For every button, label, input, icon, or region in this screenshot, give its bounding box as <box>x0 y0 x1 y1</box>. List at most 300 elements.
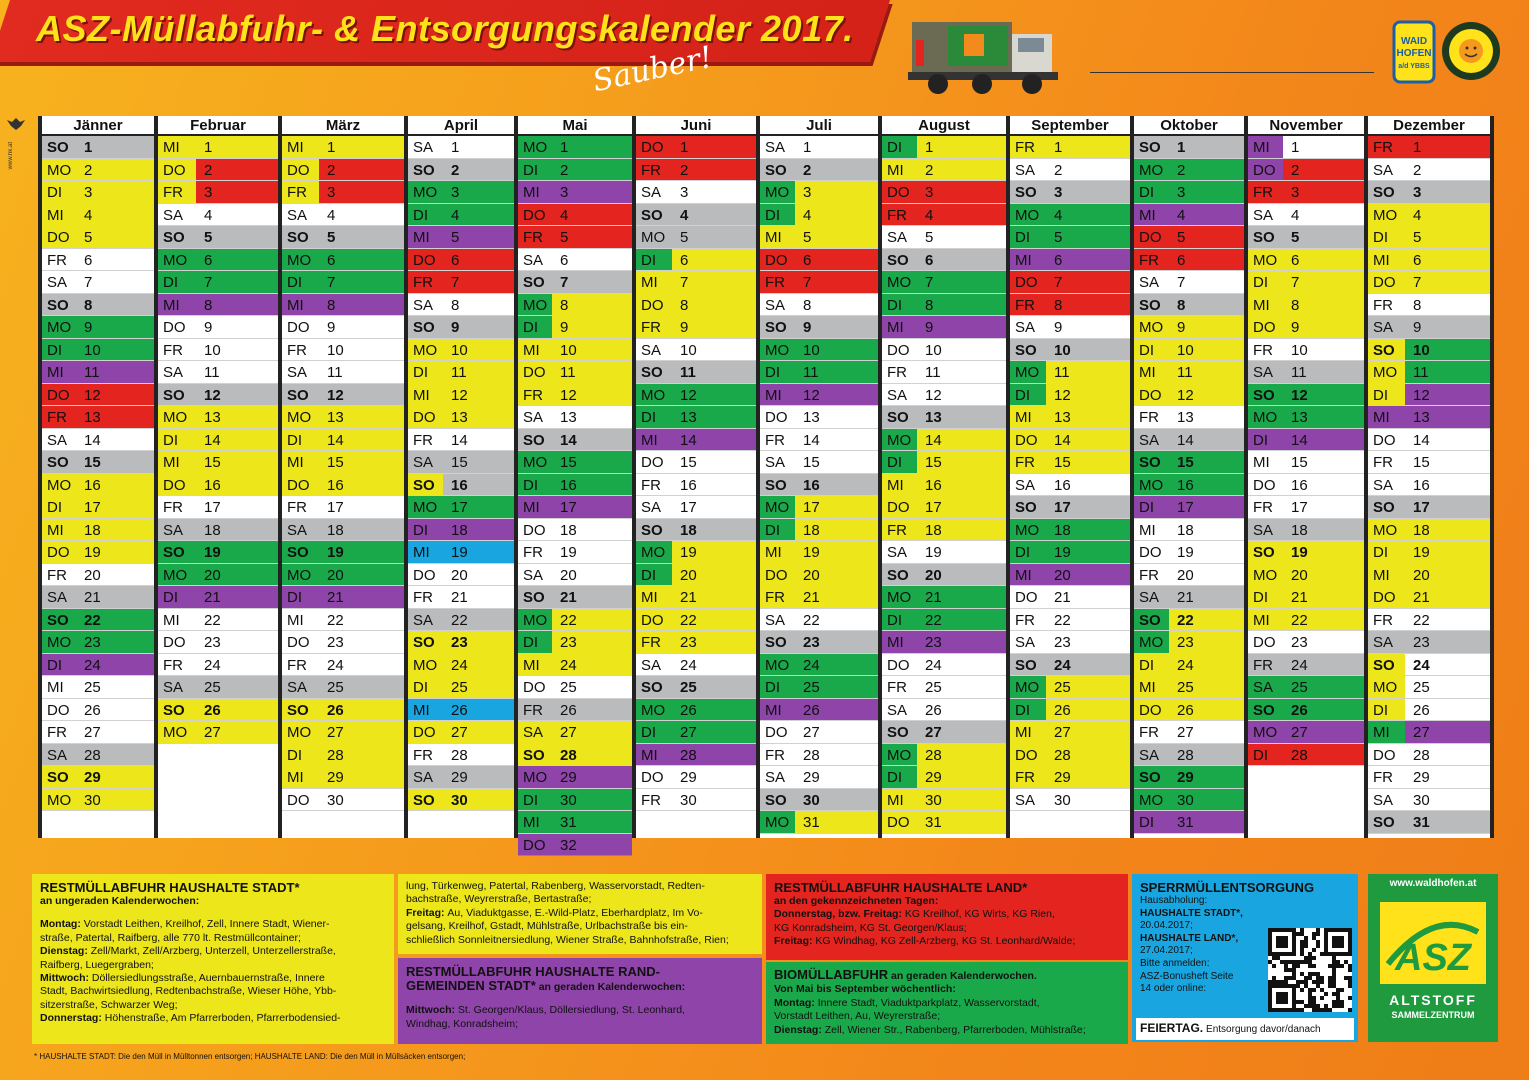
day-number: 13 <box>1177 409 1194 426</box>
weekday-label: SO <box>641 206 663 224</box>
day-cell <box>158 294 278 317</box>
weekday-label: DI <box>887 769 902 786</box>
day-cell <box>158 496 278 519</box>
day-number: 28 <box>680 746 697 764</box>
weekday-label: MO <box>287 409 312 426</box>
weekday-label: SA <box>1015 476 1036 494</box>
day-number: 21 <box>925 589 942 606</box>
day-number: 24 <box>1413 656 1430 674</box>
day-number: 10 <box>1177 341 1194 359</box>
month-header: März <box>282 116 404 136</box>
weekday-label: MO <box>1139 634 1164 651</box>
day-cell <box>1134 766 1244 789</box>
day-cell <box>636 294 756 317</box>
info-line: 20.04.2017; <box>1140 920 1193 932</box>
weekday-label: DO <box>765 724 788 741</box>
weekday-label: SA <box>287 206 308 224</box>
day-number: 25 <box>1054 679 1071 696</box>
day-number: 16 <box>560 476 577 494</box>
day-cell <box>158 406 278 429</box>
weekday-label: DO <box>765 251 788 269</box>
day-cell <box>1368 631 1490 654</box>
day-number: 14 <box>925 431 942 449</box>
day-number: 9 <box>1291 319 1300 336</box>
day-cell <box>408 766 514 789</box>
day-cell <box>42 204 154 227</box>
weekday-label: SO <box>1015 184 1037 201</box>
day-cell <box>1248 721 1364 744</box>
day-cell <box>1248 339 1364 362</box>
day-number: 16 <box>84 476 101 494</box>
day-number: 22 <box>204 611 221 629</box>
weekday-label: SA <box>1373 161 1394 179</box>
day-cell <box>636 451 756 474</box>
weekday-label: DO <box>641 769 664 786</box>
day-cell <box>1248 271 1364 294</box>
weekday-label: FR <box>1015 611 1035 629</box>
day-cell <box>636 721 756 744</box>
day-number: 1 <box>680 139 689 156</box>
weekday-label: MI <box>287 611 304 629</box>
day-cell <box>408 361 514 384</box>
info-line: Hausabholung: <box>1140 895 1208 906</box>
day-number: 29 <box>560 769 577 786</box>
weekday-label: MO <box>641 386 666 404</box>
weekday-label: SO <box>1139 611 1161 629</box>
day-cell <box>760 204 878 227</box>
weekday-label: DO <box>1015 589 1038 606</box>
day-number: 6 <box>680 251 689 269</box>
weekday-label: SO <box>887 724 909 741</box>
weekday-label: DI <box>523 319 538 336</box>
day-number: 6 <box>1291 251 1300 269</box>
weekday-label: MO <box>163 724 188 741</box>
weekday-label: FR <box>413 431 433 449</box>
day-number: 2 <box>1291 161 1300 179</box>
weekday-label: DO <box>523 836 546 854</box>
day-cell <box>1134 271 1244 294</box>
weekday-label: MO <box>413 341 438 359</box>
day-number: 4 <box>803 206 812 224</box>
day-cell <box>882 564 1006 587</box>
logo-line-2: HOFEN <box>1396 48 1432 59</box>
weekday-label: FR <box>163 656 183 674</box>
weekday-label: MI <box>1253 139 1270 156</box>
info-line <box>406 1018 754 1031</box>
day-number: 9 <box>925 319 934 336</box>
day-cell <box>42 789 154 812</box>
info-line: 27.04.2017; <box>1140 945 1193 957</box>
weekday-label: DO <box>287 791 310 809</box>
panel-title: RESTMÜLLABFUHR HAUSHALTE RAND- <box>406 964 660 979</box>
day-cell <box>1368 564 1490 587</box>
day-number: 30 <box>84 791 101 809</box>
weekday-label: SO <box>413 476 435 494</box>
day-cell <box>1010 204 1130 227</box>
day-cell <box>282 609 404 632</box>
day-cell <box>1368 271 1490 294</box>
day-number: 20 <box>560 566 577 584</box>
day-cell <box>1368 699 1490 722</box>
weekday-label: SA <box>1373 319 1394 336</box>
weekday-label: FR <box>1015 769 1035 786</box>
day-number: 7 <box>680 274 689 291</box>
day-number: 21 <box>680 589 697 606</box>
day-cell <box>518 429 632 452</box>
eagle-icon <box>6 116 26 132</box>
weekday-label: FR <box>1139 409 1159 426</box>
day-cell <box>1368 811 1490 834</box>
weekday-label: MI <box>765 386 782 404</box>
day-number: 14 <box>680 431 697 449</box>
weekday-label: FR <box>1253 184 1273 201</box>
weekday-label: DO <box>1253 476 1276 494</box>
weekday-label: SO <box>47 139 69 156</box>
day-cell <box>636 699 756 722</box>
weekday-label: SA <box>287 521 308 539</box>
day-number: 16 <box>327 476 344 494</box>
weekday-label: MO <box>641 701 666 719</box>
day-cell <box>1368 249 1490 272</box>
day-cell <box>518 631 632 654</box>
weekday-label: DO <box>287 634 310 651</box>
weekday-label: SO <box>1253 229 1275 246</box>
day-number: 10 <box>84 341 101 359</box>
day-cell <box>1010 226 1130 249</box>
day-cell <box>158 204 278 227</box>
day-number: 15 <box>1291 454 1308 471</box>
day-cell <box>42 721 154 744</box>
weekday-label: SA <box>1139 431 1160 449</box>
weekday-label: FR <box>1373 296 1393 314</box>
day-cell <box>1248 294 1364 317</box>
day-number: 31 <box>1177 814 1194 831</box>
weekday-label: MO <box>765 184 790 201</box>
day-cell <box>518 159 632 182</box>
day-cell <box>760 586 878 609</box>
day-cell <box>1134 631 1244 654</box>
weekday-label: DI <box>1139 656 1154 674</box>
day-cell <box>1368 789 1490 812</box>
day-cell <box>518 586 632 609</box>
weekday-label: FR <box>887 364 907 381</box>
info-line <box>40 999 386 1012</box>
weekday-label: FR <box>47 251 67 269</box>
weekday-label: SA <box>887 386 908 404</box>
day-cell <box>1248 676 1364 699</box>
info-line <box>406 880 754 893</box>
day-number: 4 <box>680 206 689 224</box>
day-cell <box>760 294 878 317</box>
day-number: 16 <box>1054 476 1071 494</box>
weekday-label: MI <box>765 701 782 719</box>
day-cell <box>1134 159 1244 182</box>
day-cell <box>158 271 278 294</box>
day-number: 26 <box>327 701 344 719</box>
day-cell <box>1248 699 1364 722</box>
weekday-label: FR <box>641 476 661 494</box>
day-number: 10 <box>925 341 942 359</box>
month-8 <box>882 116 1006 838</box>
day-number: 1 <box>451 139 460 156</box>
weekday-label: SA <box>47 746 68 764</box>
weekday-label: MI <box>1139 679 1156 696</box>
day-cell <box>760 609 878 632</box>
day-number: 25 <box>925 679 942 696</box>
day-number: 21 <box>1291 589 1308 606</box>
weekday-label: DO <box>413 566 436 584</box>
weekday-label: MO <box>287 251 312 269</box>
panel-rest-stadt <box>32 874 394 1044</box>
weekday-label: MO <box>1373 679 1398 696</box>
day-cell <box>636 586 756 609</box>
day-number: 13 <box>1054 409 1071 426</box>
day-number: 20 <box>84 566 101 584</box>
weekday-label: SO <box>287 701 309 719</box>
weekday-label: DI <box>287 746 302 764</box>
day-number: 5 <box>451 229 460 246</box>
day-cell <box>518 744 632 767</box>
day-cell <box>1368 294 1490 317</box>
day-number: 4 <box>1054 206 1063 224</box>
weekday-label: MO <box>1253 724 1278 741</box>
weekday-label: MI <box>641 274 658 291</box>
weekday-label: FR <box>47 724 67 741</box>
weekday-label: MI <box>413 544 430 561</box>
weekday-label: MO <box>47 634 72 651</box>
day-number: 4 <box>327 206 336 224</box>
day-cell <box>882 676 1006 699</box>
day-cell <box>760 519 878 542</box>
day-cell <box>408 564 514 587</box>
day-cell <box>636 406 756 429</box>
weekday-label: FR <box>1015 139 1035 156</box>
info-line <box>40 932 386 945</box>
day-cell <box>158 316 278 339</box>
day-number: 8 <box>560 296 569 314</box>
day-cell <box>760 631 878 654</box>
day-cell <box>408 451 514 474</box>
weekday-label: MO <box>1015 521 1040 539</box>
day-number: 2 <box>680 161 689 179</box>
weekday-label: SO <box>1373 814 1395 831</box>
day-number: 29 <box>451 769 468 786</box>
weekday-label: MI <box>1015 251 1032 269</box>
day-cell <box>882 429 1006 452</box>
day-cell <box>882 294 1006 317</box>
day-number: 27 <box>1291 724 1308 741</box>
day-cell <box>760 496 878 519</box>
weekday-label: DO <box>765 566 788 584</box>
day-cell <box>1248 654 1364 677</box>
day-cell <box>158 451 278 474</box>
weekday-label: MO <box>1253 251 1278 269</box>
day-cell <box>518 226 632 249</box>
day-number: 8 <box>1177 296 1186 314</box>
day-cell <box>518 474 632 497</box>
weekday-label: SO <box>47 769 69 786</box>
weekday-label: SA <box>1253 206 1274 224</box>
day-cell <box>282 631 404 654</box>
day-number: 14 <box>84 431 101 449</box>
day-cell <box>760 654 878 677</box>
day-cell <box>518 519 632 542</box>
day-number: 9 <box>84 319 93 336</box>
day-cell <box>408 519 514 542</box>
weekday-label: SA <box>765 611 786 629</box>
day-cell <box>42 586 154 609</box>
day-cell <box>518 564 632 587</box>
day-cell <box>1010 271 1130 294</box>
weekday-label: SA <box>163 206 184 224</box>
day-cell <box>42 361 154 384</box>
day-cell <box>158 384 278 407</box>
day-cell <box>518 811 632 834</box>
info-value: gelsang, Kreilhof, Gstadt, Mühlstraße, Urlbachstraße bis ein- <box>406 920 688 933</box>
day-number: 23 <box>327 634 344 651</box>
weekday-label: MI <box>1015 724 1032 741</box>
logo-line-3: a/d YBBS <box>1398 63 1430 70</box>
day-cell <box>636 474 756 497</box>
day-cell <box>1134 789 1244 812</box>
day-number: 27 <box>84 724 101 741</box>
weekday-label: MO <box>1139 319 1164 336</box>
day-cell <box>408 339 514 362</box>
day-number: 26 <box>1413 701 1430 719</box>
weekday-label: DO <box>47 386 70 404</box>
day-number: 19 <box>680 544 697 561</box>
weekday-label: DO <box>641 139 664 156</box>
weekday-label: MO <box>1015 679 1040 696</box>
weekday-label: SA <box>413 139 434 156</box>
day-cell <box>760 699 878 722</box>
weekday-label: MO <box>47 319 72 336</box>
day-number: 21 <box>560 589 577 606</box>
day-cell <box>1134 609 1244 632</box>
weekday-label: SO <box>641 679 663 696</box>
day-cell <box>282 699 404 722</box>
day-number: 12 <box>204 386 221 404</box>
weekday-label: MI <box>287 769 304 786</box>
month-5 <box>518 116 632 854</box>
weekday-label: MI <box>163 611 180 629</box>
weekday-label: FR <box>413 746 433 764</box>
day-cell <box>882 541 1006 564</box>
day-cell <box>1010 676 1130 699</box>
day-number: 5 <box>560 229 569 246</box>
weekday-label: SO <box>1373 499 1395 516</box>
weekday-label: FR <box>287 499 307 516</box>
day-cell <box>760 676 878 699</box>
weekday-label: DI <box>1373 386 1388 404</box>
day-cell <box>1010 744 1130 767</box>
day-cell <box>1010 429 1130 452</box>
weekday-label: SA <box>47 274 68 291</box>
weekday-label: DI <box>413 364 428 381</box>
weekday-label: SA <box>1139 746 1160 764</box>
day-cell <box>1134 204 1244 227</box>
day-number: 2 <box>451 161 460 179</box>
weekday-label: DI <box>413 206 428 224</box>
weekday-label: DO <box>641 296 664 314</box>
day-cell <box>408 609 514 632</box>
day-number: 17 <box>204 499 221 516</box>
day-number: 30 <box>560 791 577 809</box>
day-number: 21 <box>1413 589 1430 606</box>
day-number: 21 <box>84 589 101 606</box>
day-number: 27 <box>1054 724 1071 741</box>
month-9 <box>1010 116 1130 838</box>
weekday-label: SO <box>1253 544 1275 561</box>
info-value: Vorstadt Leithen, Au, Weyrerstraße; <box>774 1010 941 1023</box>
weekday-label: MI <box>1253 611 1270 629</box>
day-number: 23 <box>84 634 101 651</box>
weekday-label: SO <box>765 634 787 651</box>
day-cell <box>760 541 878 564</box>
month-header: Juli <box>760 116 878 136</box>
day-cell <box>518 721 632 744</box>
day-cell <box>636 339 756 362</box>
day-cell <box>760 474 878 497</box>
day-number: 29 <box>925 769 942 786</box>
info-key: Donnerstag, bzw. Freitag: <box>774 908 905 921</box>
day-cell <box>42 474 154 497</box>
day-number: 13 <box>560 409 577 426</box>
day-number: 4 <box>84 206 93 224</box>
day-number: 3 <box>680 184 689 201</box>
weekday-label: SA <box>1139 274 1160 291</box>
day-number: 12 <box>451 386 468 404</box>
day-cell <box>282 339 404 362</box>
day-number: 5 <box>680 229 689 246</box>
day-cell <box>1134 451 1244 474</box>
weekday-label: DI <box>163 589 178 606</box>
info-line <box>40 945 386 958</box>
weekday-label: SO <box>413 161 435 179</box>
weekday-label: MI <box>413 229 430 246</box>
day-number: 5 <box>1413 229 1422 246</box>
day-cell <box>1010 181 1130 204</box>
day-number: 19 <box>1177 544 1194 561</box>
qr-code-icon <box>1268 928 1352 1012</box>
day-cell <box>282 541 404 564</box>
weekday-label: MI <box>765 229 782 246</box>
info-value: Höhenstraße, Am Pfarrerboden, Pfarrerbodensied- <box>104 1012 341 1025</box>
month-3 <box>282 116 404 838</box>
weekday-label: SA <box>163 679 184 696</box>
month-header: November <box>1248 116 1364 136</box>
day-number: 1 <box>1177 139 1186 156</box>
weekday-label: MI <box>887 319 904 336</box>
day-number: 11 <box>204 364 220 381</box>
info-key: Freitag: <box>406 906 448 919</box>
day-number: 7 <box>204 274 213 291</box>
day-cell <box>408 721 514 744</box>
day-number: 6 <box>1054 251 1063 269</box>
day-cell <box>882 181 1006 204</box>
day-cell <box>1248 249 1364 272</box>
info-key: Freitag: <box>774 935 816 948</box>
weekday-label: SA <box>765 296 786 314</box>
day-cell <box>1368 159 1490 182</box>
day-number: 22 <box>803 611 820 629</box>
weekday-label: MI <box>523 184 540 201</box>
info-key: Mittwoch: <box>406 1004 458 1017</box>
weekday-label: MO <box>1139 161 1164 179</box>
info-key: Montag: <box>40 918 84 931</box>
day-number: 26 <box>560 701 577 719</box>
day-number: 7 <box>1177 274 1186 291</box>
